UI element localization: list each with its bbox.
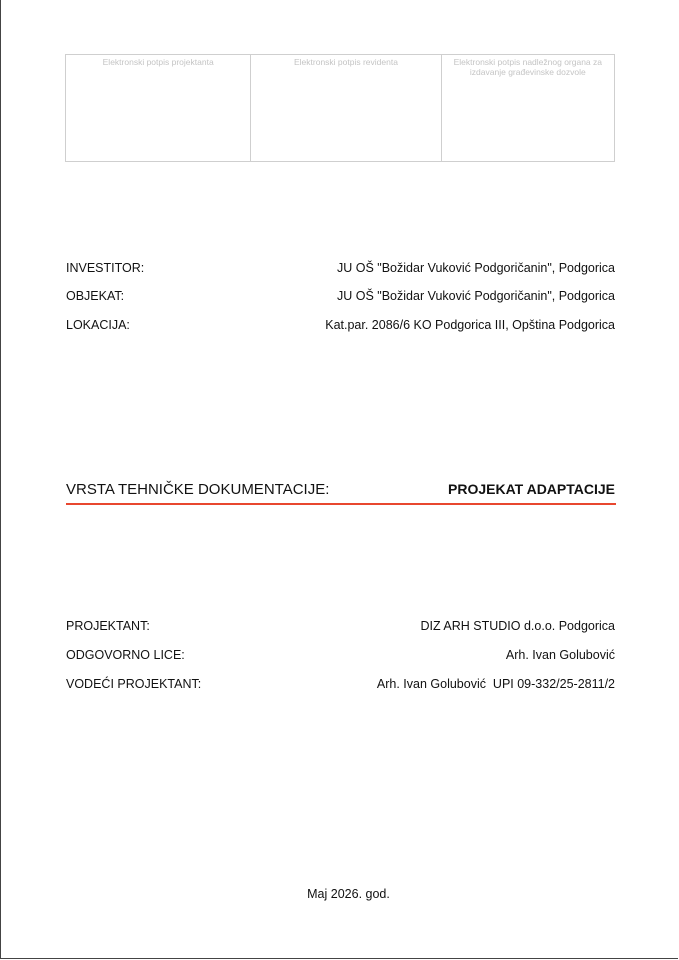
accent-divider <box>66 503 616 505</box>
document-date: Maj 2026. god. <box>307 887 390 901</box>
projektant-row <box>66 618 615 634</box>
signature-cell-reviewer: Elektronski potpis revidenta <box>251 55 441 161</box>
odgovorno-lice-value: Arh. Ivan Golubović <box>505 648 615 662</box>
vodeci-projektant-row <box>66 676 615 692</box>
signature-cell-authority: Elektronski potpis nadležnog organa za izdavanje građevinske dozvole <box>453 57 602 77</box>
signature-cell-designer: Elektronski potpis projektanta <box>66 55 251 161</box>
odgovorno-lice-label: ODGOVORNO LICE: <box>66 648 185 662</box>
projektant-value: DIZ ARH STUDIO d.o.o. Podgorica <box>420 619 615 633</box>
odgovorno-lice-row <box>66 647 615 663</box>
vodeci-projektant-label: VODEĆI PROJEKTANT: <box>66 677 202 691</box>
vodeci-projektant-value: Arh. Ivan Golubović UPI 09-332/25-2811/2 <box>376 677 615 691</box>
investitor-label: INVESTITOR: <box>66 261 145 275</box>
investitor-row <box>66 260 615 276</box>
documentation-type-label: VRSTA TEHNIČKE DOKUMENTACIJE: <box>66 481 330 498</box>
signature-table <box>65 54 615 162</box>
lokacija-row <box>66 317 615 333</box>
documentation-type-value: PROJEKAT ADAPTACIJE <box>448 481 615 497</box>
investitor-value: JU OŠ "Božidar Vuković Podgoričanin", Podgorica <box>337 261 615 275</box>
objekat-label: OBJEKAT: <box>66 289 125 303</box>
documentation-type <box>66 481 615 498</box>
lokacija-label: LOKACIJA: <box>66 318 130 332</box>
objekat-value: JU OŠ "Božidar Vuković Podgoričanin", Podgorica <box>337 289 615 303</box>
objekat-row <box>66 288 615 304</box>
projektant-label: PROJEKTANT: <box>66 619 150 633</box>
lokacija-value: Kat.par. 2086/6 KO Podgorica III, Opština Podgorica <box>325 318 615 332</box>
